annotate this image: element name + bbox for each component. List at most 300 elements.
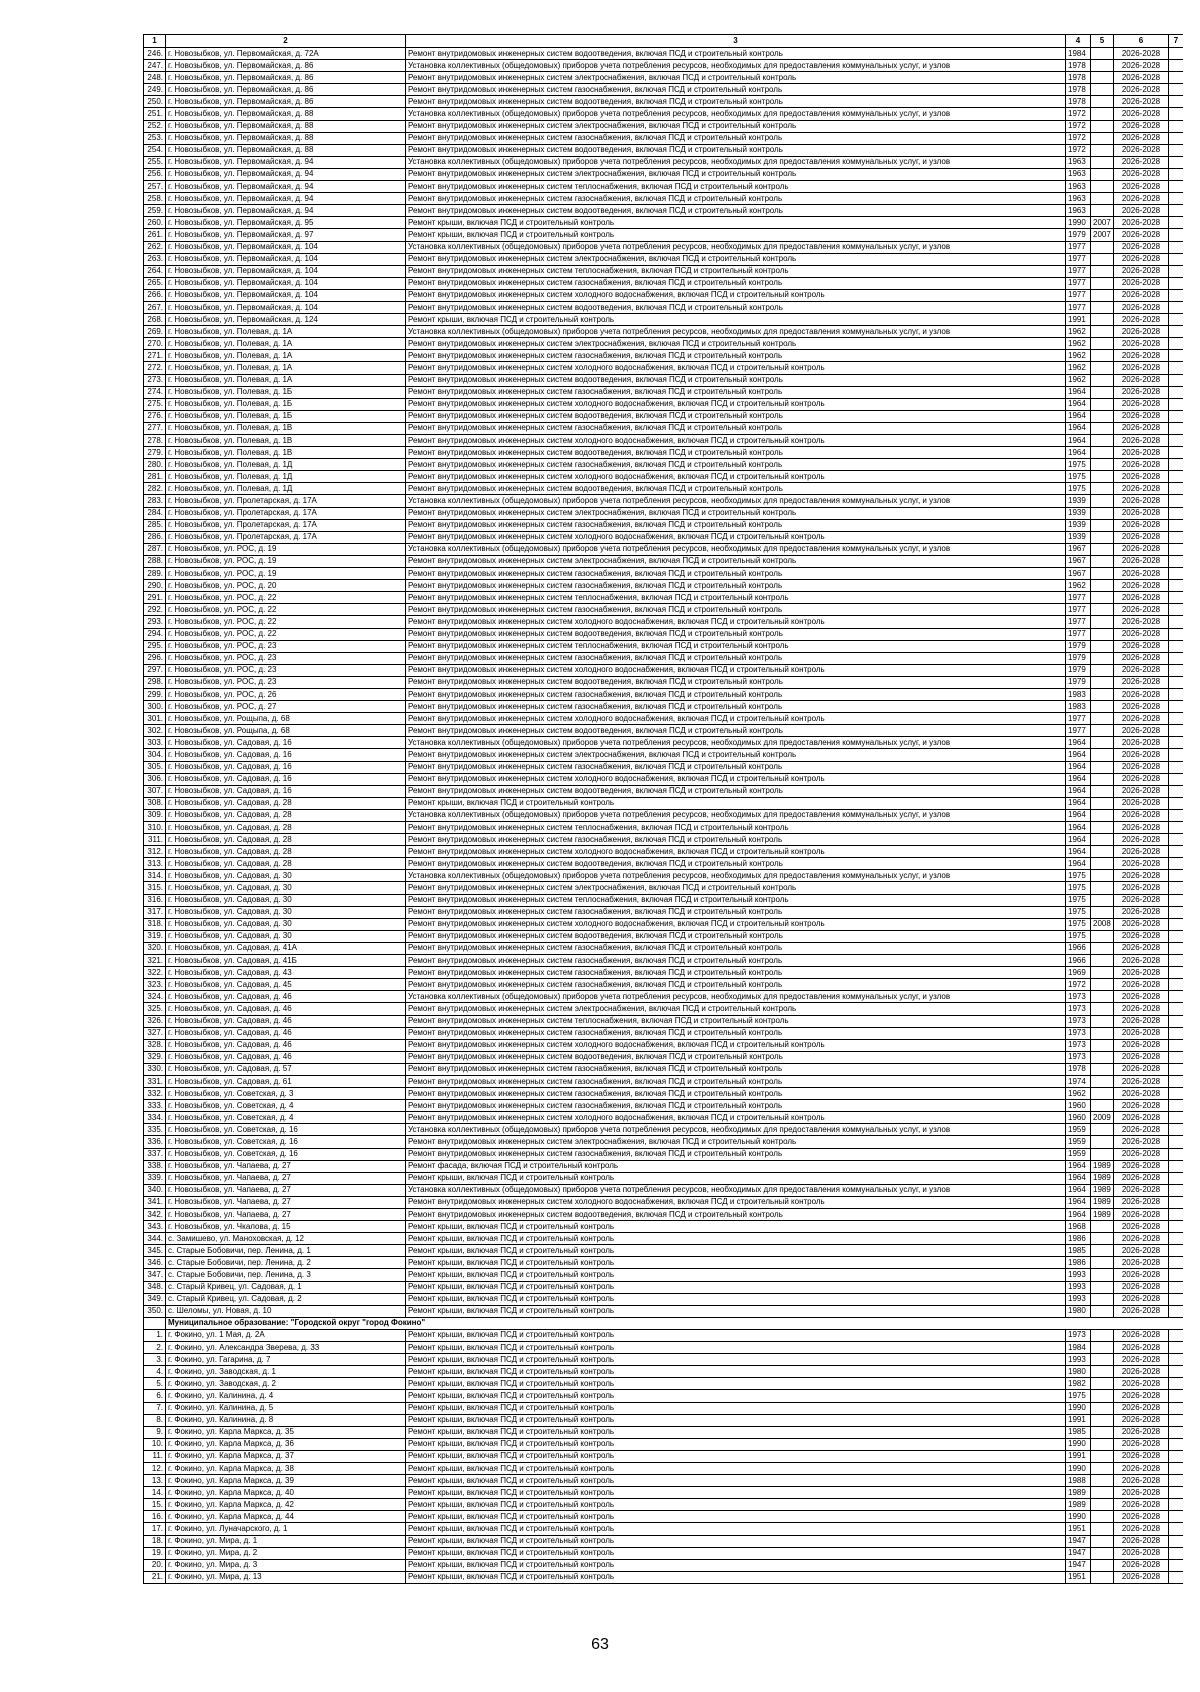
- column-7-cell: [1169, 1136, 1184, 1148]
- address-cell: г. Новозыбков, ул. Садовая, д. 57: [166, 1063, 406, 1075]
- row-number: 295.: [144, 640, 166, 652]
- period-cell: 2026-2028: [1114, 967, 1169, 979]
- year-repair-cell: 1989: [1091, 1172, 1114, 1184]
- address-cell: г. Новозыбков, ул. Первомайская, д. 124: [166, 314, 406, 326]
- year-repair-cell: [1091, 846, 1114, 858]
- year-built-cell: 1963: [1066, 193, 1091, 205]
- work-type-cell: Ремонт внутридомовых инженерных систем электроснабжения, включая ПСД и строительный контроль: [406, 1003, 1066, 1015]
- row-number: 257.: [144, 181, 166, 193]
- year-repair-cell: 1989: [1091, 1196, 1114, 1208]
- column-7-cell: [1169, 894, 1184, 906]
- year-repair-cell: [1091, 1305, 1114, 1317]
- year-repair-cell: [1091, 870, 1114, 882]
- period-cell: 2026-2028: [1114, 108, 1169, 120]
- address-cell: г. Новозыбков, ул. Чапаева, д. 27: [166, 1184, 406, 1196]
- row-number: 329.: [144, 1051, 166, 1063]
- work-type-cell: Ремонт внутридомовых инженерных систем газоснабжения, включая ПСД и строительный контроль: [406, 422, 1066, 434]
- work-type-cell: Ремонт внутридомовых инженерных систем холодного водоснабжения, включая ПСД и строительный контроль: [406, 1039, 1066, 1051]
- row-number: 284.: [144, 507, 166, 519]
- year-built-cell: 1959: [1066, 1136, 1091, 1148]
- period-cell: 2026-2028: [1114, 338, 1169, 350]
- period-cell: 2026-2028: [1114, 1547, 1169, 1559]
- page-number: 63: [591, 1636, 609, 1653]
- table-row: [144, 664, 1184, 676]
- table-row: [144, 870, 1184, 882]
- work-type-cell: Ремонт внутридомовых инженерных систем водоотведения, включая ПСД и строительный контроль: [406, 410, 1066, 422]
- work-type-cell: Ремонт внутридомовых инженерных систем холодного водоснабжения, включая ПСД и строительный контроль: [406, 531, 1066, 543]
- work-type-cell: Ремонт крыши, включая ПСД и строительный контроль: [406, 1257, 1066, 1269]
- period-cell: 2026-2028: [1114, 822, 1169, 834]
- address-cell: г. Новозыбков, ул. Полевая, д. 1Д: [166, 459, 406, 471]
- year-built-cell: 1980: [1066, 1305, 1091, 1317]
- work-type-cell: Установка коллективных (общедомовых) приборов учета потребления ресурсов, необходимых для предоставления коммунальных услуг, и узлов: [406, 1184, 1066, 1196]
- address-cell: г. Новозыбков, ул. Садовая, д. 46: [166, 1051, 406, 1063]
- row-number: 282.: [144, 483, 166, 495]
- table-row: [144, 1487, 1184, 1499]
- address-cell: г. Новозыбков, ул. Полевая, д. 1В: [166, 422, 406, 434]
- row-number: 292.: [144, 604, 166, 616]
- register-sheet: [143, 34, 1183, 1633]
- row-number: 304.: [144, 749, 166, 761]
- period-cell: 2026-2028: [1114, 1450, 1169, 1462]
- column-7-cell: [1169, 1402, 1184, 1414]
- row-number: 306.: [144, 773, 166, 785]
- period-cell: 2026-2028: [1114, 519, 1169, 531]
- work-type-cell: Ремонт внутридомовых инженерных систем водоотведения, включая ПСД и строительный контроль: [406, 930, 1066, 942]
- year-repair-cell: [1091, 676, 1114, 688]
- row-number: 343.: [144, 1221, 166, 1233]
- period-cell: 2026-2028: [1114, 676, 1169, 688]
- period-cell: 2026-2028: [1114, 1571, 1169, 1583]
- year-built-cell: 1993: [1066, 1293, 1091, 1305]
- period-cell: 2026-2028: [1114, 241, 1169, 253]
- table-row: [144, 942, 1184, 954]
- address-cell: г. Новозыбков, ул. Садовая, д. 41А: [166, 942, 406, 954]
- column-7-cell: [1169, 374, 1184, 386]
- year-built-cell: 1990: [1066, 1402, 1091, 1414]
- table-row: [144, 652, 1184, 664]
- year-built-cell: 1951: [1066, 1571, 1091, 1583]
- year-built-cell: 1975: [1066, 459, 1091, 471]
- table-row: [144, 181, 1184, 193]
- year-repair-cell: [1091, 96, 1114, 108]
- row-number: 283.: [144, 495, 166, 507]
- year-built-cell: 1972: [1066, 120, 1091, 132]
- table-row: [144, 846, 1184, 858]
- year-built-cell: 1977: [1066, 253, 1091, 265]
- work-type-cell: Ремонт внутридомовых инженерных систем газоснабжения, включая ПСД и строительный контроль: [406, 652, 1066, 664]
- row-number: 323.: [144, 979, 166, 991]
- row-number: 278.: [144, 435, 166, 447]
- column-7-cell: [1169, 604, 1184, 616]
- table-row: [144, 809, 1184, 821]
- row-number: 287.: [144, 543, 166, 555]
- year-repair-cell: [1091, 906, 1114, 918]
- year-repair-cell: [1091, 942, 1114, 954]
- address-cell: г. Фокино, ул. 1 Мая, д. 2А: [166, 1329, 406, 1341]
- year-repair-cell: [1091, 507, 1114, 519]
- row-number: 349.: [144, 1293, 166, 1305]
- year-repair-cell: [1091, 156, 1114, 168]
- period-cell: 2026-2028: [1114, 1281, 1169, 1293]
- period-cell: 2026-2028: [1114, 507, 1169, 519]
- row-number: 16.: [144, 1511, 166, 1523]
- year-repair-cell: [1091, 1571, 1114, 1583]
- year-repair-cell: [1091, 1100, 1114, 1112]
- column-7-cell: [1169, 1390, 1184, 1402]
- year-built-cell: 1978: [1066, 84, 1091, 96]
- column-7-cell: [1169, 1499, 1184, 1511]
- period-cell: 2026-2028: [1114, 640, 1169, 652]
- period-cell: 2026-2028: [1114, 834, 1169, 846]
- address-cell: г. Новозыбков, ул. Первомайская, д. 88: [166, 108, 406, 120]
- table-row: [144, 834, 1184, 846]
- table-row: [144, 193, 1184, 205]
- year-repair-cell: [1091, 894, 1114, 906]
- column-header-5: 5: [1091, 35, 1114, 48]
- year-repair-cell: [1091, 459, 1114, 471]
- work-type-cell: Ремонт крыши, включая ПСД и строительный контроль: [406, 1378, 1066, 1390]
- period-cell: 2026-2028: [1114, 870, 1169, 882]
- period-cell: 2026-2028: [1114, 84, 1169, 96]
- table-row: [144, 471, 1184, 483]
- column-7-cell: [1169, 1172, 1184, 1184]
- period-cell: 2026-2028: [1114, 132, 1169, 144]
- work-type-cell: Ремонт внутридомовых инженерных систем электроснабжения, включая ПСД и строительный контроль: [406, 555, 1066, 567]
- row-number: 315.: [144, 882, 166, 894]
- row-number: 5.: [144, 1378, 166, 1390]
- address-cell: г. Новозыбков, ул. Садовая, д. 16: [166, 785, 406, 797]
- period-cell: 2026-2028: [1114, 1100, 1169, 1112]
- year-repair-cell: [1091, 592, 1114, 604]
- period-cell: 2026-2028: [1114, 301, 1169, 313]
- year-built-cell: 1993: [1066, 1281, 1091, 1293]
- column-7-cell: [1169, 628, 1184, 640]
- row-number: 342.: [144, 1209, 166, 1221]
- row-number: 10.: [144, 1438, 166, 1450]
- column-7-cell: [1169, 1051, 1184, 1063]
- table-row: [144, 422, 1184, 434]
- year-repair-cell: [1091, 1342, 1114, 1354]
- work-type-cell: Ремонт внутридомовых инженерных систем теплоснабжения, включая ПСД и строительный контроль: [406, 640, 1066, 652]
- work-type-cell: Ремонт внутридомовых инженерных систем водоотведения, включая ПСД и строительный контроль: [406, 301, 1066, 313]
- year-built-cell: 1990: [1066, 1511, 1091, 1523]
- period-cell: 2026-2028: [1114, 1172, 1169, 1184]
- work-type-cell: Ремонт внутридомовых инженерных систем теплоснабжения, включая ПСД и строительный контроль: [406, 1015, 1066, 1027]
- column-7-cell: [1169, 882, 1184, 894]
- column-header-4: 4: [1066, 35, 1091, 48]
- period-cell: 2026-2028: [1114, 326, 1169, 338]
- work-type-cell: Ремонт внутридомовых инженерных систем холодного водоснабжения, включая ПСД и строительный контроль: [406, 398, 1066, 410]
- table-row: [144, 156, 1184, 168]
- table-row: [144, 713, 1184, 725]
- work-type-cell: Ремонт внутридомовых инженерных систем газоснабжения, включая ПСД и строительный контроль: [406, 459, 1066, 471]
- row-number: 254.: [144, 144, 166, 156]
- row-number: 289.: [144, 568, 166, 580]
- period-cell: 2026-2028: [1114, 1088, 1169, 1100]
- row-number: 279.: [144, 447, 166, 459]
- column-7-cell: [1169, 156, 1184, 168]
- row-number: 256.: [144, 168, 166, 180]
- column-7-cell: [1169, 132, 1184, 144]
- year-repair-cell: [1091, 580, 1114, 592]
- row-number: 322.: [144, 967, 166, 979]
- year-repair-cell: [1091, 1559, 1114, 1571]
- address-cell: г. Фокино, ул. Карла Маркса, д. 37: [166, 1450, 406, 1462]
- year-built-cell: 1973: [1066, 1039, 1091, 1051]
- year-repair-cell: [1091, 48, 1114, 60]
- column-7-cell: [1169, 1124, 1184, 1136]
- address-cell: г. Новозыбков, ул. Советская, д. 4: [166, 1112, 406, 1124]
- address-cell: г. Новозыбков, ул. Первомайская, д. 104: [166, 253, 406, 265]
- year-built-cell: 1977: [1066, 604, 1091, 616]
- address-cell: г. Новозыбков, ул. Полевая, д. 1В: [166, 435, 406, 447]
- row-number: 264.: [144, 265, 166, 277]
- period-cell: 2026-2028: [1114, 1027, 1169, 1039]
- column-7-cell: [1169, 1305, 1184, 1317]
- row-number: 336.: [144, 1136, 166, 1148]
- column-7-cell: [1169, 362, 1184, 374]
- address-cell: г. Новозыбков, ул. Садовая, д. 28: [166, 858, 406, 870]
- period-cell: 2026-2028: [1114, 1342, 1169, 1354]
- work-type-cell: Ремонт внутридомовых инженерных систем газоснабжения, включая ПСД и строительный контроль: [406, 761, 1066, 773]
- year-built-cell: 1991: [1066, 1414, 1091, 1426]
- year-built-cell: 1972: [1066, 144, 1091, 156]
- column-7-cell: [1169, 447, 1184, 459]
- work-type-cell: Ремонт крыши, включая ПСД и строительный контроль: [406, 1438, 1066, 1450]
- year-built-cell: 1964: [1066, 1184, 1091, 1196]
- period-cell: 2026-2028: [1114, 144, 1169, 156]
- row-number: 20.: [144, 1559, 166, 1571]
- row-number: 300.: [144, 701, 166, 713]
- column-7-cell: [1169, 459, 1184, 471]
- work-type-cell: Ремонт крыши, включая ПСД и строительный контроль: [406, 1366, 1066, 1378]
- year-repair-cell: [1091, 1051, 1114, 1063]
- row-number: 340.: [144, 1184, 166, 1196]
- year-repair-cell: [1091, 374, 1114, 386]
- address-cell: г. Новозыбков, ул. Пролетарская, д. 17А: [166, 519, 406, 531]
- address-cell: г. Новозыбков, ул. Полевая, д. 1А: [166, 326, 406, 338]
- column-header-3: 3: [406, 35, 1066, 48]
- column-7-cell: [1169, 761, 1184, 773]
- year-built-cell: 1973: [1066, 1027, 1091, 1039]
- year-built-cell: 1964: [1066, 834, 1091, 846]
- address-cell: г. Новозыбков, ул. РОС, д. 22: [166, 592, 406, 604]
- address-cell: г. Новозыбков, ул. Полевая, д. 1А: [166, 338, 406, 350]
- row-number: 6.: [144, 1390, 166, 1402]
- work-type-cell: Ремонт внутридомовых инженерных систем газоснабжения, включая ПСД и строительный контроль: [406, 604, 1066, 616]
- row-number: 346.: [144, 1257, 166, 1269]
- column-7-cell: [1169, 108, 1184, 120]
- row-number: 305.: [144, 761, 166, 773]
- address-cell: г. Новозыбков, ул. Садовая, д. 43: [166, 967, 406, 979]
- column-7-cell: [1169, 326, 1184, 338]
- row-number: 250.: [144, 96, 166, 108]
- work-type-cell: Ремонт внутридомовых инженерных систем теплоснабжения, включая ПСД и строительный контроль: [406, 592, 1066, 604]
- row-number: 341.: [144, 1196, 166, 1208]
- work-type-cell: Ремонт внутридомовых инженерных систем газоснабжения, включая ПСД и строительный контроль: [406, 568, 1066, 580]
- year-built-cell: 1962: [1066, 1088, 1091, 1100]
- work-type-cell: Ремонт внутридомовых инженерных систем электроснабжения, включая ПСД и строительный контроль: [406, 253, 1066, 265]
- year-repair-cell: [1091, 1003, 1114, 1015]
- period-cell: 2026-2028: [1114, 495, 1169, 507]
- address-cell: г. Фокино, ул. Мира, д. 13: [166, 1571, 406, 1583]
- work-type-cell: Ремонт внутридомовых инженерных систем электроснабжения, включая ПСД и строительный контроль: [406, 72, 1066, 84]
- column-7-cell: [1169, 1003, 1184, 1015]
- address-cell: г. Новозыбков, ул. Первомайская, д. 104: [166, 241, 406, 253]
- work-type-cell: Установка коллективных (общедомовых) приборов учета потребления ресурсов, необходимых для предоставления коммунальных услуг, и узлов: [406, 326, 1066, 338]
- table-row: [144, 435, 1184, 447]
- row-number: 308.: [144, 797, 166, 809]
- year-built-cell: 1980: [1066, 1366, 1091, 1378]
- address-cell: с. Старые Бобовичи, пер. Ленина, д. 3: [166, 1269, 406, 1281]
- year-repair-cell: [1091, 132, 1114, 144]
- table-row: [144, 205, 1184, 217]
- year-repair-cell: [1091, 362, 1114, 374]
- row-number: 249.: [144, 84, 166, 96]
- year-built-cell: 1977: [1066, 277, 1091, 289]
- row-number: 265.: [144, 277, 166, 289]
- column-7-cell: [1169, 519, 1184, 531]
- work-type-cell: Ремонт внутридомовых инженерных систем газоснабжения, включая ПСД и строительный контроль: [406, 1100, 1066, 1112]
- section-number-cell: [144, 1317, 166, 1329]
- row-number: 301.: [144, 713, 166, 725]
- year-built-cell: 1975: [1066, 894, 1091, 906]
- work-type-cell: Ремонт крыши, включая ПСД и строительный контроль: [406, 1221, 1066, 1233]
- table-row: [144, 1559, 1184, 1571]
- column-7-cell: [1169, 350, 1184, 362]
- year-repair-cell: [1091, 205, 1114, 217]
- work-type-cell: Ремонт внутридомовых инженерных систем холодного водоснабжения, включая ПСД и строительный контроль: [406, 616, 1066, 628]
- work-type-cell: Ремонт внутридомовых инженерных систем газоснабжения, включая ПСД и строительный контроль: [406, 277, 1066, 289]
- work-type-cell: Ремонт внутридомовых инженерных систем газоснабжения, включая ПСД и строительный контроль: [406, 1088, 1066, 1100]
- column-7-cell: [1169, 531, 1184, 543]
- table-row: [144, 701, 1184, 713]
- period-cell: 2026-2028: [1114, 616, 1169, 628]
- row-number: 288.: [144, 555, 166, 567]
- year-repair-cell: [1091, 277, 1114, 289]
- year-repair-cell: [1091, 991, 1114, 1003]
- year-repair-cell: [1091, 543, 1114, 555]
- table-row: [144, 1293, 1184, 1305]
- row-number: 21.: [144, 1571, 166, 1583]
- work-type-cell: Ремонт крыши, включая ПСД и строительный контроль: [406, 797, 1066, 809]
- column-7-cell: [1169, 688, 1184, 700]
- table-row: [144, 1088, 1184, 1100]
- row-number: 274.: [144, 386, 166, 398]
- year-repair-cell: [1091, 1511, 1114, 1523]
- column-7-cell: [1169, 483, 1184, 495]
- table-row: [144, 1462, 1184, 1474]
- period-cell: 2026-2028: [1114, 652, 1169, 664]
- year-built-cell: 1962: [1066, 580, 1091, 592]
- period-cell: 2026-2028: [1114, 398, 1169, 410]
- address-cell: г. Новозыбков, ул. Советская, д. 3: [166, 1088, 406, 1100]
- column-7-cell: [1169, 277, 1184, 289]
- column-7-cell: [1169, 942, 1184, 954]
- row-number: 320.: [144, 942, 166, 954]
- work-type-cell: Ремонт внутридомовых инженерных систем водоотведения, включая ПСД и строительный контроль: [406, 785, 1066, 797]
- period-cell: 2026-2028: [1114, 1257, 1169, 1269]
- year-built-cell: 1964: [1066, 447, 1091, 459]
- work-type-cell: Установка коллективных (общедомовых) приборов учета потребления ресурсов, необходимых для предоставления коммунальных услуг, и узлов: [406, 809, 1066, 821]
- work-type-cell: Ремонт внутридомовых инженерных систем водоотведения, включая ПСД и строительный контроль: [406, 48, 1066, 60]
- table-row: [144, 773, 1184, 785]
- period-cell: 2026-2028: [1114, 991, 1169, 1003]
- column-7-cell: [1169, 193, 1184, 205]
- table-row: [144, 1063, 1184, 1075]
- row-number: 268.: [144, 314, 166, 326]
- period-cell: 2026-2028: [1114, 1112, 1169, 1124]
- address-cell: г. Новозыбков, ул. Чапаева, д. 27: [166, 1209, 406, 1221]
- period-cell: 2026-2028: [1114, 592, 1169, 604]
- period-cell: 2026-2028: [1114, 168, 1169, 180]
- year-repair-cell: [1091, 1438, 1114, 1450]
- row-number: 311.: [144, 834, 166, 846]
- address-cell: г. Новозыбков, ул. Советская, д. 16: [166, 1124, 406, 1136]
- column-7-cell: [1169, 543, 1184, 555]
- period-cell: 2026-2028: [1114, 1414, 1169, 1426]
- row-number: 309.: [144, 809, 166, 821]
- table-row: [144, 1366, 1184, 1378]
- table-row: [144, 918, 1184, 930]
- year-built-cell: 1973: [1066, 1051, 1091, 1063]
- year-repair-cell: [1091, 253, 1114, 265]
- period-cell: 2026-2028: [1114, 1233, 1169, 1245]
- column-7-cell: [1169, 555, 1184, 567]
- year-built-cell: 1960: [1066, 1100, 1091, 1112]
- year-built-cell: 1964: [1066, 822, 1091, 834]
- year-built-cell: 1964: [1066, 386, 1091, 398]
- column-7-cell: [1169, 1523, 1184, 1535]
- row-number: 339.: [144, 1172, 166, 1184]
- column-7-cell: [1169, 289, 1184, 301]
- column-7-cell: [1169, 906, 1184, 918]
- table-row: [144, 580, 1184, 592]
- work-type-cell: Ремонт внутридомовых инженерных систем водоотведения, включая ПСД и строительный контроль: [406, 628, 1066, 640]
- work-type-cell: Ремонт крыши, включая ПСД и строительный контроль: [406, 1172, 1066, 1184]
- year-built-cell: 1962: [1066, 350, 1091, 362]
- row-number: 17.: [144, 1523, 166, 1535]
- year-repair-cell: [1091, 326, 1114, 338]
- table-row: [144, 1269, 1184, 1281]
- column-7-cell: [1169, 858, 1184, 870]
- row-number: 327.: [144, 1027, 166, 1039]
- period-cell: 2026-2028: [1114, 193, 1169, 205]
- year-repair-cell: [1091, 398, 1114, 410]
- period-cell: 2026-2028: [1114, 725, 1169, 737]
- work-type-cell: Ремонт внутридомовых инженерных систем холодного водоснабжения, включая ПСД и строительный контроль: [406, 435, 1066, 447]
- period-cell: 2026-2028: [1114, 1390, 1169, 1402]
- work-type-cell: Ремонт внутридомовых инженерных систем холодного водоснабжения, включая ПСД и строительный контроль: [406, 846, 1066, 858]
- year-repair-cell: [1091, 652, 1114, 664]
- table-row: [144, 616, 1184, 628]
- column-7-cell: [1169, 1450, 1184, 1462]
- address-cell: г. Новозыбков, ул. Садовая, д. 61: [166, 1075, 406, 1087]
- year-built-cell: 1939: [1066, 519, 1091, 531]
- address-cell: г. Новозыбков, ул. Чапаева, д. 27: [166, 1172, 406, 1184]
- work-type-cell: Установка коллективных (общедомовых) приборов учета потребления ресурсов, необходимых для предоставления коммунальных услуг, и узлов: [406, 870, 1066, 882]
- table-row: [144, 386, 1184, 398]
- year-repair-cell: [1091, 1329, 1114, 1341]
- period-cell: 2026-2028: [1114, 435, 1169, 447]
- year-built-cell: 1984: [1066, 1342, 1091, 1354]
- table-row: [144, 1475, 1184, 1487]
- address-cell: г. Новозыбков, ул. Полевая, д. 1Б: [166, 410, 406, 422]
- year-built-cell: 1963: [1066, 181, 1091, 193]
- address-cell: г. Новозыбков, ул. РОС, д. 22: [166, 628, 406, 640]
- address-cell: г. Новозыбков, ул. Садовая, д. 30: [166, 894, 406, 906]
